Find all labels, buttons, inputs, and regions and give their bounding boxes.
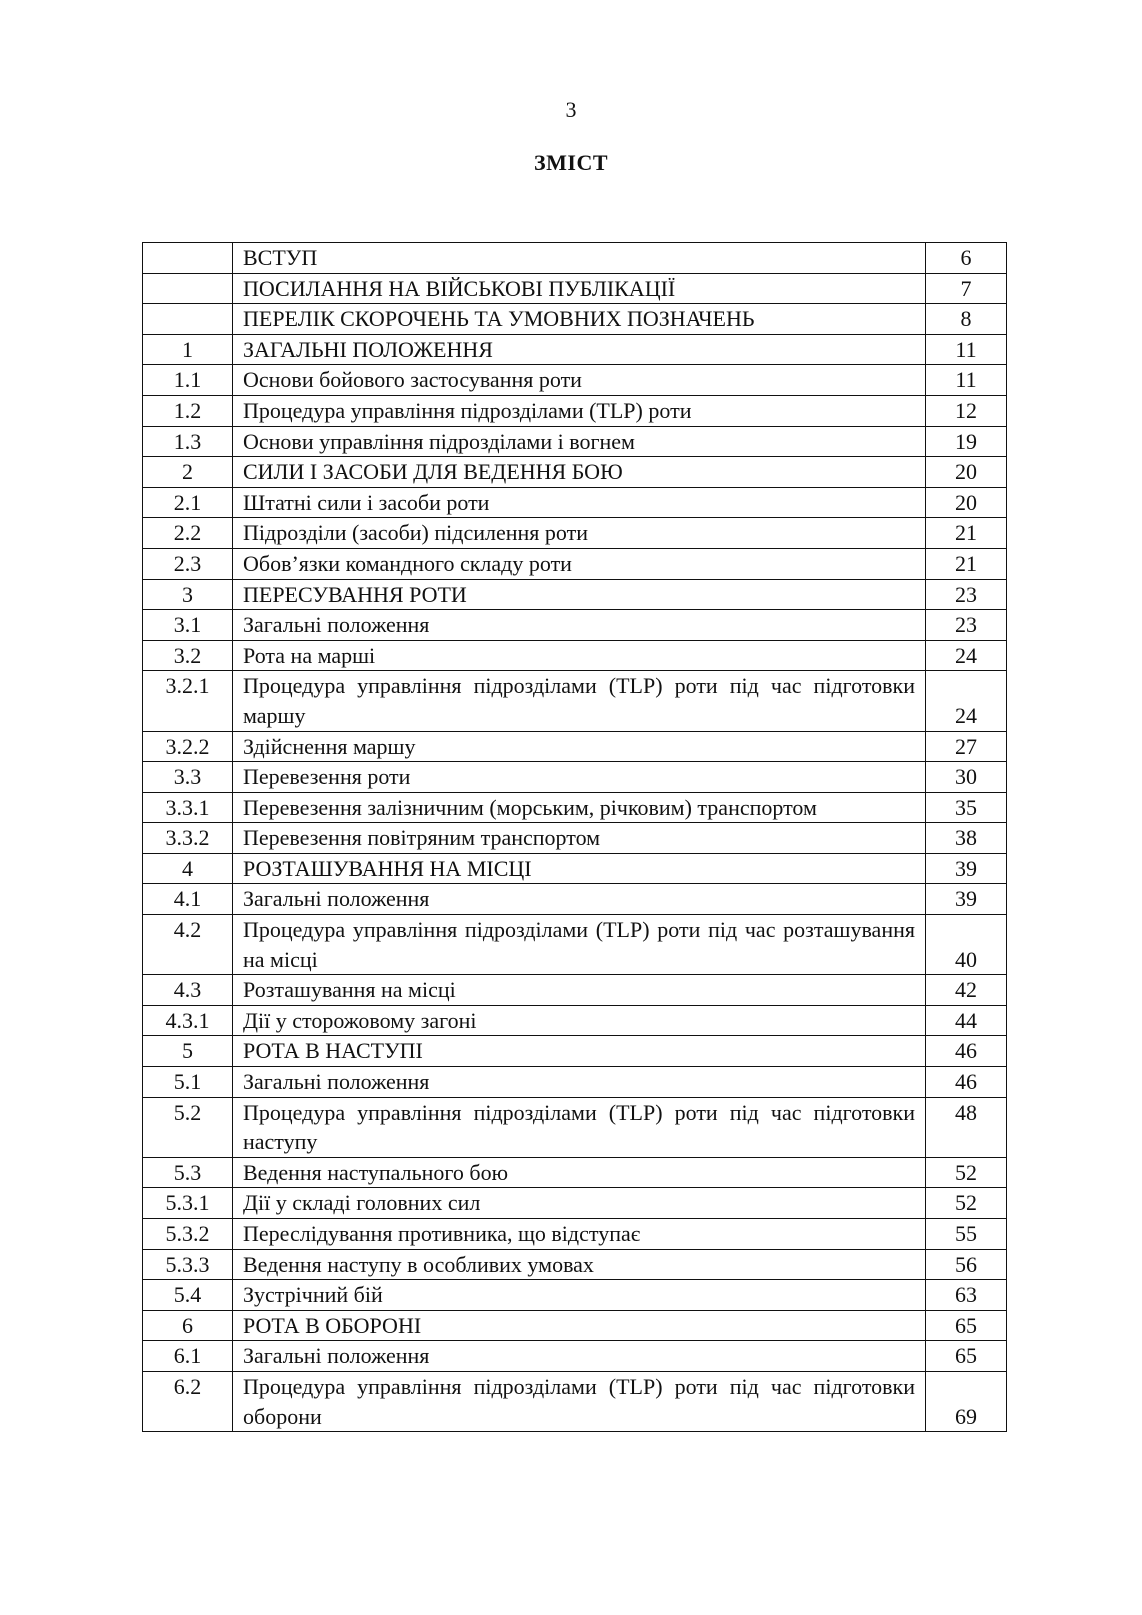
toc-row [143,884,1007,915]
page-ref: 46 [926,1067,1007,1098]
toc-row [143,1067,1007,1098]
section-number: 5.3.2 [143,1219,233,1250]
section-number: 2.1 [143,487,233,518]
page-ref: 19 [926,426,1007,457]
page-ref: 20 [926,487,1007,518]
toc-row [143,1097,1007,1157]
page-ref: 27 [926,731,1007,762]
toc-row [143,548,1007,579]
section-title: Розташування на місці [233,975,926,1006]
section-number: 5.2 [143,1097,233,1157]
section-title: ПЕРЕСУВАННЯ РОТИ [233,579,926,610]
section-number: 6 [143,1310,233,1341]
section-title: Дії у сторожовому загоні [233,1005,926,1036]
page-ref: 44 [926,1005,1007,1036]
section-title: ПЕРЕЛІК СКОРОЧЕНЬ ТА УМОВНИХ ПОЗНАЧЕНЬ [233,304,926,335]
toc-row [143,457,1007,488]
section-title: Процедура управління підрозділами (TLP) роти під час розташування на місці [233,915,926,975]
section-title: СИЛИ І ЗАСОБИ ДЛЯ ВЕДЕННЯ БОЮ [233,457,926,488]
page-ref: 42 [926,975,1007,1006]
section-title: РОТА В ОБОРОНІ [233,1310,926,1341]
toc-row [143,487,1007,518]
section-title: Зустрічний бій [233,1280,926,1311]
toc-row [143,915,1007,975]
toc-row [143,610,1007,641]
toc-row [143,304,1007,335]
toc-row [143,975,1007,1006]
section-title: Ведення наступу в особливих умовах [233,1249,926,1280]
page-ref: 23 [926,610,1007,641]
page-ref: 6 [926,243,1007,274]
section-title: РОЗТАШУВАННЯ НА МІСЦІ [233,853,926,884]
section-number: 5.3 [143,1157,233,1188]
toc-row [143,1341,1007,1372]
page-ref: 11 [926,365,1007,396]
toc-row [143,792,1007,823]
section-title: Загальні положення [233,1341,926,1372]
section-title: Перевезення залізничним (морським, річковим) транспортом [233,792,926,823]
toc-row [143,243,1007,274]
toc-body [143,243,1007,1432]
section-number: 3.2.1 [143,671,233,731]
toc-row [143,426,1007,457]
page-ref: 21 [926,548,1007,579]
page-ref: 12 [926,395,1007,426]
section-title: Загальні положення [233,1067,926,1098]
section-title: ПОСИЛАННЯ НА ВІЙСЬКОВІ ПУБЛІКАЦІЇ [233,273,926,304]
page-ref: 65 [926,1341,1007,1372]
toc-row [143,1188,1007,1219]
section-number: 3.1 [143,610,233,641]
toc-row [143,1219,1007,1250]
page-ref: 39 [926,884,1007,915]
toc-row [143,1157,1007,1188]
page-ref: 24 [926,640,1007,671]
toc-row [143,273,1007,304]
page-ref: 56 [926,1249,1007,1280]
section-number: 5.3.3 [143,1249,233,1280]
section-number: 3.2.2 [143,731,233,762]
page-ref: 30 [926,762,1007,793]
section-number [143,243,233,274]
toc-row [143,1280,1007,1311]
section-number: 4.2 [143,915,233,975]
section-number: 2 [143,457,233,488]
toc-row [143,1249,1007,1280]
section-number: 4 [143,853,233,884]
section-title: Основи бойового застосування роти [233,365,926,396]
section-number: 6.2 [143,1371,233,1431]
section-number: 5 [143,1036,233,1067]
page-ref: 63 [926,1280,1007,1311]
section-title: Підрозділи (засоби) підсилення роти [233,518,926,549]
section-number: 1.2 [143,395,233,426]
page-ref: 46 [926,1036,1007,1067]
toc-row [143,640,1007,671]
section-number: 4.3.1 [143,1005,233,1036]
section-number: 3.3.2 [143,823,233,854]
page-ref: 65 [926,1310,1007,1341]
section-title: Обов’язки командного складу роти [233,548,926,579]
toc-row [143,762,1007,793]
section-number: 5.1 [143,1067,233,1098]
page-ref: 52 [926,1188,1007,1219]
page-ref: 8 [926,304,1007,335]
section-title: Переслідування противника, що відступає [233,1219,926,1250]
section-number: 4.1 [143,884,233,915]
toc-row [143,853,1007,884]
section-title: Рота на марші [233,640,926,671]
toc-row [143,671,1007,731]
toc-row [143,1310,1007,1341]
page-ref: 21 [926,518,1007,549]
section-number: 3.3.1 [143,792,233,823]
section-title: Процедура управління підрозділами (TLP) роти під час підготовки маршу [233,671,926,731]
section-number: 2.3 [143,548,233,579]
toc-row [143,823,1007,854]
section-title: Процедура управління підрозділами (TLP) роти під час підготовки оборони [233,1371,926,1431]
page-ref: 23 [926,579,1007,610]
page-ref: 52 [926,1157,1007,1188]
page-ref: 35 [926,792,1007,823]
section-title: Процедура управління підрозділами (TLP) роти під час підготовки наступу [233,1097,926,1157]
toc-row [143,1036,1007,1067]
toc-row [143,579,1007,610]
section-number [143,273,233,304]
section-number: 5.4 [143,1280,233,1311]
section-number: 1.3 [143,426,233,457]
section-number: 3.2 [143,640,233,671]
section-title: Штатні сили і засоби роти [233,487,926,518]
section-title: Здійснення маршу [233,731,926,762]
toc-row [143,731,1007,762]
page-ref: 39 [926,853,1007,884]
page-number: 3 [565,97,577,122]
page-ref: 40 [926,915,1007,975]
toc-row [143,518,1007,549]
section-title: РОТА В НАСТУПІ [233,1036,926,1067]
page-ref: 7 [926,273,1007,304]
section-number: 2.2 [143,518,233,549]
page-ref: 20 [926,457,1007,488]
section-title: Перевезення роти [233,762,926,793]
toc-row [143,365,1007,396]
toc-row [143,1005,1007,1036]
section-title: Перевезення повітряним транспортом [233,823,926,854]
toc-heading: ЗМІСТ [534,150,608,175]
toc-row [143,395,1007,426]
page-ref: 55 [926,1219,1007,1250]
section-number: 3 [143,579,233,610]
section-number: 1 [143,334,233,365]
section-title: ЗАГАЛЬНІ ПОЛОЖЕННЯ [233,334,926,365]
section-number: 5.3.1 [143,1188,233,1219]
page-ref: 11 [926,334,1007,365]
page-ref: 48 [926,1097,1007,1157]
page-ref: 38 [926,823,1007,854]
section-number [143,304,233,335]
section-title: Процедура управління підрозділами (TLP) роти [233,395,926,426]
toc-row [143,334,1007,365]
section-number: 3.3 [143,762,233,793]
section-title: Дії у складі головних сил [233,1188,926,1219]
section-title: ВСТУП [233,243,926,274]
section-title: Основи управління підрозділами і вогнем [233,426,926,457]
section-number: 4.3 [143,975,233,1006]
toc-row [143,1371,1007,1431]
section-title: Ведення наступального бою [233,1157,926,1188]
section-number: 1.1 [143,365,233,396]
section-number: 6.1 [143,1341,233,1372]
section-title: Загальні положення [233,610,926,641]
section-title: Загальні положення [233,884,926,915]
page-ref: 24 [926,671,1007,731]
toc-table [142,242,1007,1432]
page-ref: 69 [926,1371,1007,1431]
